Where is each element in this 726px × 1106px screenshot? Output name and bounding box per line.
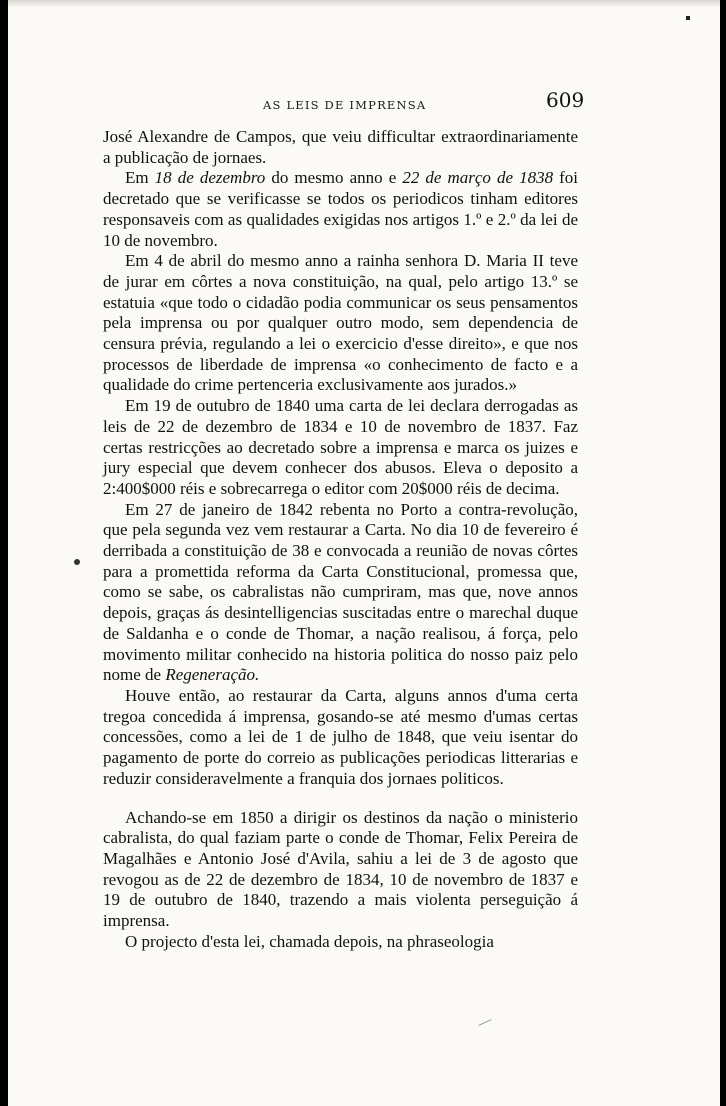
paragraph-7: Achando-se em 1850 a dirigir os destinos da nação o ministerio cabralista, do qual faziam parte o conde de Thomar, Felix Pereira de Magalhães e Antonio José d'Avila, sahiu a lei de 3 de agosto que revogou as de 22 de dezembro de 1834, 10 de novembro de 1837 e 19 de outubro de 1840, trazendo a mais violenta perseguição á imprensa. [103,807,578,931]
paragraph-8: O projecto d'esta lei, chamada depois, na phraseologia [125,931,494,951]
page-number: 609 [546,88,585,112]
page-header [8,88,720,122]
margin-ink-dot [74,559,80,565]
regeneracao-italic: Regeneração. [165,665,260,685]
paragraph-2 [103,168,578,251]
paragraph-5 [103,500,578,686]
date-italic-1: 18 de dezembro [154,168,266,188]
running-title: AS LEIS DE IMPRENSA [263,98,427,112]
paragraph-1: José Alexandre de Campos, que veiu difficultar extraordinariamente a publicação de jornaes. [103,127,578,167]
paragraph-2-lead: Em [125,168,155,188]
paragraph-3: Em 4 de abril do mesmo anno a rainha senhora D. Maria II teve de jurar em côrtes a nova constituição, na qual, pelo artigo 13.º se estatuia «que todo o cidadão podia communicar os seus pensamentos pela imprensa ou por qualquer outro modo, sem dependencia de censura prévia, regulando a lei o exercicio d'esse direito», e que nos processos de liberdade de imprensa «o conhecimento de facto e a qualidade do crime pertenceria exclusivamente aos jurados.» [103,251,578,395]
pencil-mark [478,1019,491,1026]
paragraph-2-mid: do mesmo anno e [265,168,403,188]
body-text [103,127,578,952]
date-italic-2: 22 de março de 1838 [402,168,554,188]
paragraph-5-text: Em 27 de janeiro de 1842 rebenta no Porto a contra-revolução, que pela segunda vez vem restaurar a Carta. No dia 10 de fevereiro é derribada a constituição de 38 e convocada a reunião de novas côrtes para a promettida reforma da Carta Constitucional, promessa que, como se sabe, os cabralistas não cumpriram, mas que, nove annos depois, graças ás desintelligencias suscitadas entre o marechal duque de Saldanha e o conde de Thomar, a nação realisou, á força, pelo movimento militar conhecido na historia politica do nosso paiz pelo nome de [103,499,578,685]
paragraph-6: Houve então, ao restaurar da Carta, alguns annos d'uma certa tregoa concedida á imprensa, gosando-se até mesmo d'umas certas concessões, como a lei de 1 de julho de 1848, que veiu isentar do pagamento de porte do correio as publicações periodicas litterarias e reduzir consideravelmente a franquia dos jornaes politicos. [103,685,578,788]
scan-speck [686,16,690,20]
book-page [8,0,720,1106]
paragraph-2-rest: foi decretado que se verificasse se todos os periodicos tinham editores responsaveis com as qualidades exigidas nos artigos 1.º e 2.º da lei de 10 de novembro. [103,168,579,250]
paragraph-4: Em 19 de outubro de 1840 uma carta de lei declara derrogadas as leis de 22 de dezembro de 1834 e 10 de novembro de 1837. Faz certas restricções ao decretado sobre a imprensa e marca os juizes e jury especial que devem conhecer dos abusos. Eleva o deposito a 2:400$000 réis e sobrecarrega o editor com 20$000 réis de decima. [103,396,578,498]
scan-edge [8,0,720,8]
